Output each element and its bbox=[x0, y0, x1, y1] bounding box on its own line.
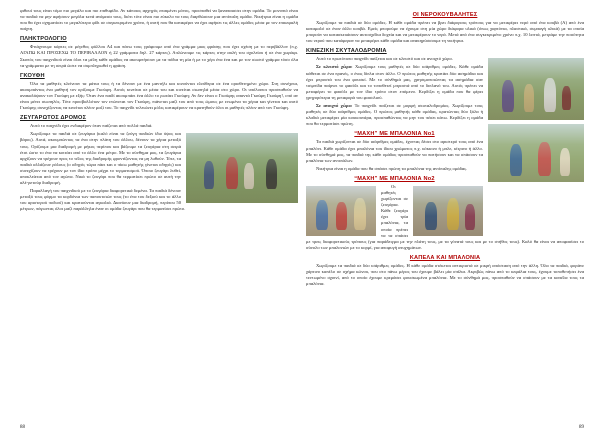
outdoor-lead: Σε ανοιχτό χώρο: bbox=[316, 103, 353, 109]
balloon-battle-2-paragraph: Οι μαθητές χωρίζονται σε ζευγάρια. Κάθε ζευγάρι έχει τρία μπαλόνια, τα οποία πρέπει να τα σπάσει με τρεις διαφορετικούς τρόπους (για παράδειγμα με την πλάτη τους, με τα γόνατά τους και με το στήθος τους). Καλό θα είναι να αποφασίσει το σύνολο των μπαλονιών με το κορμί, για αποφυγή ατυχημάτων. bbox=[306, 183, 584, 250]
section-title-keyboard: ΠΛΗΚΤΡΟΛΟΓΙΟ bbox=[20, 36, 67, 43]
page-number-right: 89 bbox=[579, 425, 584, 430]
indoor-paragraph: Χωρίζουμε τους μαθητές σε δύο ισάριθμες ομάδες. Κάθε ομάδα κάθεται σε ένα πρανές, ο ένας δίπλα στον άλλο. Ο πρώτος μαθητής κρατάει δύο ασημάδια και έχει μπροστά του ένα φουσκί. Με το σύνθημά μας, χρησιμοποιώντας τα ασημάδια σαν τσιμπίδα παίρνει το φασόλι και το τοποθετεί μπροστά από το διπλανό του. Αυτός πρέπει να μεταφέρει το φασόλι με τον ίδιο τρόπο στον επόμενο. Κερδίζει η ομάδα που θα φέρει γρηγορότερα τη μεταφορά του φασολιού. bbox=[306, 64, 483, 100]
balloon-battle-1-winner: Νικήτρια είναι η ομάδα που θα σπάσει πρώτη τα μπαλόνια της αντίπαλης ομάδας. bbox=[316, 165, 468, 171]
section-title-balloon-battle-2: “ΜΑΧΗ” ΜΕ ΜΠΑΛΟΝΙΑ Νο2 bbox=[354, 175, 435, 182]
page-number-left: 88 bbox=[20, 425, 25, 430]
water-carriers-paragraph: Χωρίζουμε τα παιδιά σε δύο ομάδες. Η κάθε ομάδα πρέπει να βρει διάφορους τρόπους για να μεταφέρει νερό από ένα κουβά (Α) από ένα καταμαλό σε έναν άλλο κουβά. Εμείς μπορούμε να έχουμε στη μία χώρο διάφορα υλικά (όπως χαρτόνια, πλαστικά, συμπαγή υλικά) με τα οποία μπορούν να κατασκευάσουν αυτοσχέδια δοχεία και να μεταφέρουν το νερό. Μετά από ένα συγκεκριμένο χρόνο π.χ. 10 λεπτά, μετράμε την ποσότητα του νερού που κατάφεραν να μεταφέρει κάθε ομάδα και ανακηρύσσουμε τη νικήτρια. bbox=[306, 20, 584, 44]
gkoufi-paragraph: Όλα τα μαθητές κλείνουν τα μάτια τους ή τα δένουν με ένα μαντήλι και κινούνται ελεύθερα σε ένα οριοθετημένο χώρο. Στη συνέχεια, ακουμπάντας ένα μαθητή τον ορίζουμε Γκούφη. Αυτός κινείται σε μέσα του και κινείται σιωπηλά μέσα στο χώρο. Οι υπόλοιποι προσπαθούν να ανακαλύψουν τον Γκούφη με εξής: Όταν ένα παιδί ακουμπάει ένα άλλο το ρωτάει Γκούφη; Αν δεν είναι ο Γκούφης απαντά Γκούφη Γκούφη!, οπό αν είναι μένει σιωπηλός. Τότε προσβαλλόταν τον ενώνεται τον Γκούφη, πιάνεται μαζί του από τους ώμους με ενωμένα τα χέρια και γίνεται και αυτό Γκούφης συνεχίζοντας να κινείται πλέον μαζί του. Το παιχνίδι τελειώνει μόλις καταφέρουν να κρατηθούν όλοι οι μαθητές πλέον από τον Γκούφη. bbox=[20, 80, 298, 111]
indoor-lead: Σε κλειστό χώρο: bbox=[316, 64, 353, 70]
photo-children-walking-path bbox=[488, 58, 584, 120]
section-title-balloon-battle-1: “ΜΑΧΗ” ΜΕ ΜΠΑΛΟΝΙΑ Νο1 bbox=[354, 131, 435, 138]
outdoor-paragraph: Το παιχνίδι παίζεται σε μορφή σκυταλοδρομίας. Χωρίζουμε τους μαθητές σε δύο ισάριθμες ομάδες. Ο πρώτος μαθητής κάθε ομάδας, κρατώντας δύο ξύλα ή κλαδιά μεταφέρει μία κουκουνάρα, προσπαθώντας να μην του πέσει κάτω. Κερδίζει η ομάδα που θα τερματίσει πρώτη. bbox=[306, 103, 484, 127]
paired-road-variation: Παραλλαγή του παιχνιδιού με το ζευγάρια διαφορετικά δεμένα. Τα παιδιά δένουν μεταξύ τους φόρμο τα κορδόνια των παπουτσιών τους (το ένα του δεξιού και το άλλο του αριστερού ποδιού) και κρατιούνται αγκαλιά. Διανύουν μια διαδρομή, περίπου 50 μέτρων, πάγωντας όλοι μαζί παράλληλα έναν οι ομάδα ζευγάρι που θα τερματίσει πρώτο. bbox=[20, 188, 186, 212]
section-title-chinese-relay: ΚΙΝΕΖΙΚΗ ΣΚΥΤΑΛΟΔΡΟΜΙΑ bbox=[306, 48, 387, 55]
hats-balloons-paragraph: Χωρίζουμε τα παιδιά σε δύο ισάριθμες ομάδες. Η κάθε ομάδα στέκεται αντικριστά σε μικρή απόσταση από την άλλη. Όλα τα παιδιά, φοράνε χάρτινο καπέλο σε σχήμα κώνου, που στο πάνω μέρος του έχουμε βάλει μία σπίλια. Ακριβώς πάνω από το κεφάλια τους, έχουμε τοποθετήσει ένα τεντωμένο σχοινί, από το οποίο έχουμε κρεμάσει φουσκωμένα μπαλόνια. Με το σύνθημά μας, προσπαθούν να σπάσουν με τα καπέλα τους τα μπαλόνια. bbox=[306, 262, 584, 287]
photo-children-balloons bbox=[306, 186, 376, 236]
photo-children-indoor bbox=[413, 186, 483, 236]
left-intro-paragraph: φιθουί τους είναι τόμο πιο μεγάλο και πιο επιθυφίδο. Αν κάποιος αρχηγός επαιμένει μόνος, προσπαθεί να ξαναπαισσει στην ομάδα. Το μονοπιό είναι να παιδιά να μην αφήσουν μεγάλα κενά ανάμεσα τους, διότι τότε είναι πιο εύκολο να τους διαρθώσουν μια αντίπαλη ομάδα. Νικήτρια είναι η ομάδα που θα έχει σχηματίσει το μεγαλύτερο φίδι σε συγκεκριμένο χρόνο, ή αυτή που θα καταφέρει να έχει αφήσει τις άλλες ομάδες μέσα με τον επικεφαλή παίχτη. bbox=[20, 8, 298, 32]
section-title-hats-balloons: ΚΑΠΕΛΑ ΚΑΙ ΜΠΑΛΟΝΙΑ bbox=[409, 254, 481, 261]
section-title-water-carriers: ΟΙ ΝΕΡΟΚΟΥΒΑΛΗΤΕΣ bbox=[412, 12, 478, 18]
right-page bbox=[306, 8, 584, 436]
keyboard-paragraph: Φτιάχνουμε κάρτες σε μέγεθος φύλλου Α4 και πάνω τους γράφουμε από ένα γράμμα μιας φράσης που έχει σχέση με το περιβάλλον (π.χ. ΑΓΑΠΩ ΚΑΙ ΠΡΟΣΕΧΩ ΤΟ ΠΕΡΙΒΑΛΛΟΝ ή 22 γράμματα δηλ. 27 κάρτες). Απλώνουμε τις κάρτες στην αυλή του σχολείου ή σε ένα χωράφι. Σκοπός του παιχνιδιού είναι όλοι τα μέλη κάθε ομάδας να ακουμπήσουν με τα πόδια τη μία ή με το χέρι ένα ένα και με τον σωστό γράμμα τόσο όλα τα γράμματα με τη σειρά ώστε να συμπληρωθεί η φράση. bbox=[20, 44, 298, 68]
left-page bbox=[20, 8, 298, 436]
section-title-paired-road: ΖΕΥΓΑΡΩΤΟΣ ΔΡΟΜΟΣ bbox=[20, 115, 87, 122]
photo-children-game-outdoor bbox=[488, 124, 584, 182]
photo-children-playing-field bbox=[186, 133, 298, 203]
paired-road-paragraph: Χωρίζουμε τα παιδιά σε ζευγάρια (καλό είναι τα ζεύγη παιδιών ίδιο ύψος και βάρος). Αυτά, ακουμπώντας τα ένα στην πλάτη του άλλου, δένουν τα χέρια μεταξύ τους. Ορίζουμε μια διαδρομή με μήκος περίπου και βάζουμε τα ζευγάρια στη σειρά έτσι ώστε το ένα να κοιτάει από το άλλο ένα μέτρο. Με το σύνθημα μας, τα ζευγάρια αρχίζουν να τρέχουν προς το τέλος της διαδρομής φροντίζοντας να μη λυθούν. Τότε, τα παιδιά αλλάζουν ρόλους (ο οδηγός τώρα πάει και ο πίσω μαθητής γίνεται οδηγός) και συνεχίζουν να τρέχουν με τον ίδιο τρόπο μέχρι το τερματισμού. Όποιο ζευγάρι λυθεί, αποκλείεται από τον αγώνα. Νικά το ζευγάρι που θα τερματίσει πρώτο σε αυτή την αλέ-ρετούρ διαδρομή. bbox=[20, 131, 181, 186]
chinese-relay-intro: Αυτό το πρωτότυπο παιχνίδι παίζεται και σε κλειστό και σε ανοιχτό χώρο. bbox=[316, 56, 453, 62]
section-title-gkoufi: ΓΚΟΥΦΗ bbox=[20, 72, 45, 79]
balloon-battle-1-paragraph: Τα παιδιά χωρίζονται σε δύο ισάριθμες ομάδες, έχοντας δέσει στο αριστερό τους από ένα μπαλόνι. Κάθε ομάδα έχει μπαλόνια του ίδιου χρώματος π.χ. κόκκινο ή μπλε, κίτρινο ή άλλο. Με το σύνθημά μας, τα παιδιά της κάθε ομάδας προσπαθούν να πατήσουν και να σπάσουν τα μπαλόνια των αντιπάλων. bbox=[306, 139, 483, 163]
paired-road-intro: Αυτό το παιχνίδι έχει ενδιαφέρον όταν παίζεται από πολλά παιδιά. bbox=[30, 123, 153, 129]
